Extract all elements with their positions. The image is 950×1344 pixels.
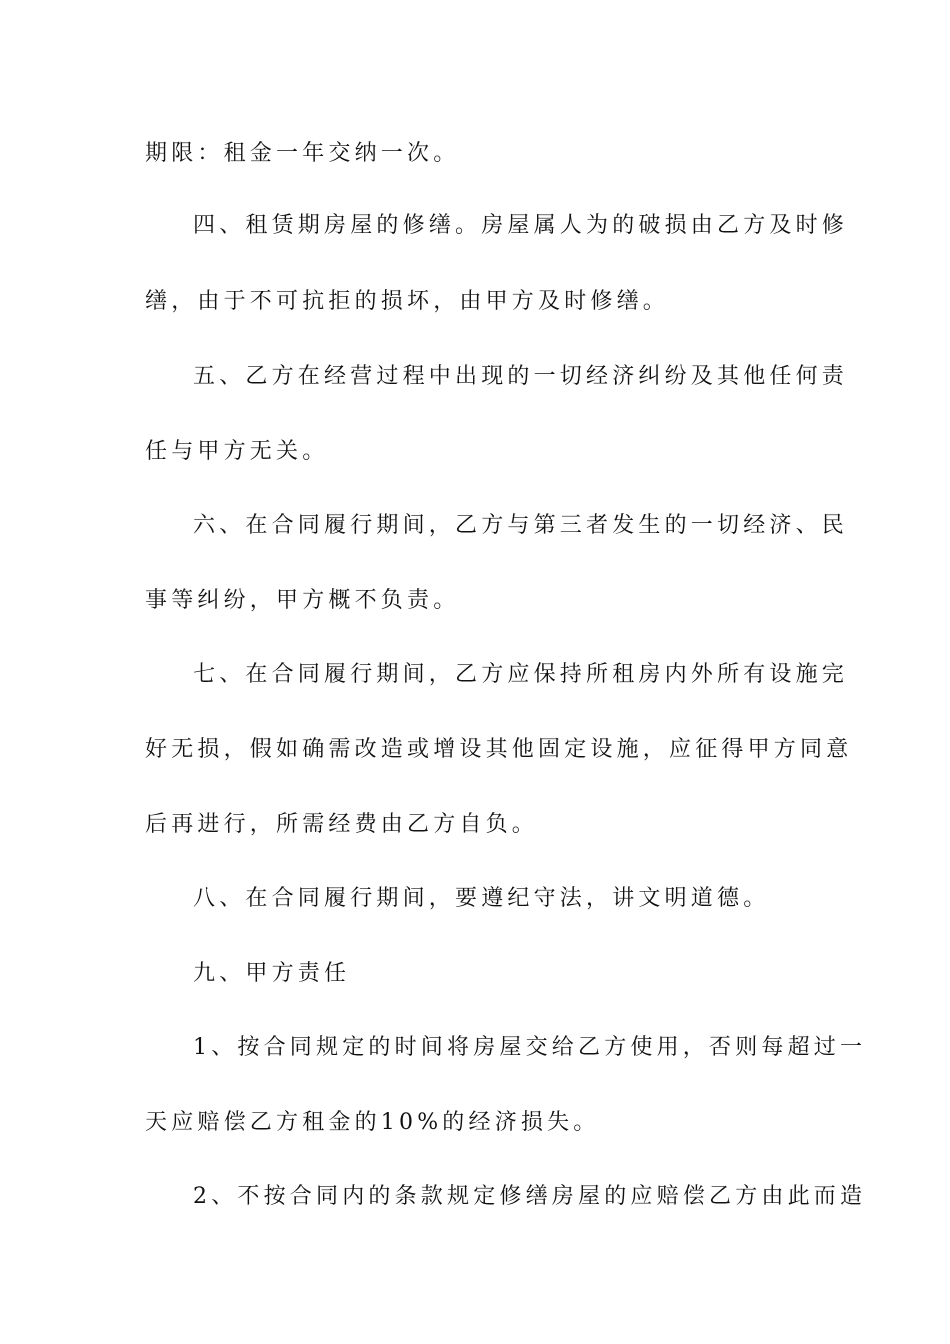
text-line: 任与甲方无关。 — [145, 439, 329, 464]
text-line: 八、在合同履行期间，要遵纪守法，讲文明道德。 — [193, 886, 770, 911]
text-line: 四、租赁期房屋的修缮。房屋属人为的破损由乙方及时修 — [193, 213, 849, 238]
text-line: 期限：租金一年交纳一次。 — [145, 141, 460, 166]
text-line: 事等纠纷，甲方概不负责。 — [145, 588, 460, 613]
text-line: 七、在合同履行期间，乙方应保持所租房内外所有设施完 — [193, 662, 849, 687]
text-line: 六、在合同履行期间，乙方与第三者发生的一切经济、民 — [193, 513, 849, 538]
text-line: 后再进行，所需经费由乙方自负。 — [145, 812, 539, 837]
text-line: 缮，由于不可抗拒的损坏，由甲方及时修缮。 — [145, 289, 670, 314]
text-line: 天应赔偿乙方租金的10%的经济损失。 — [145, 1110, 600, 1135]
text-line: 1、按合同规定的时间将房屋交给乙方使用，否则每超过一 — [193, 1035, 867, 1060]
text-line: 五、乙方在经营过程中出现的一切经济纠纷及其他任何责 — [193, 364, 849, 389]
text-line: 2、不按合同内的条款规定修缮房屋的应赔偿乙方由此而造 — [193, 1184, 867, 1209]
text-line: 好无损，假如确需改造或增设其他固定设施，应征得甲方同意 — [145, 737, 853, 762]
text-line: 九、甲方责任 — [193, 961, 351, 986]
